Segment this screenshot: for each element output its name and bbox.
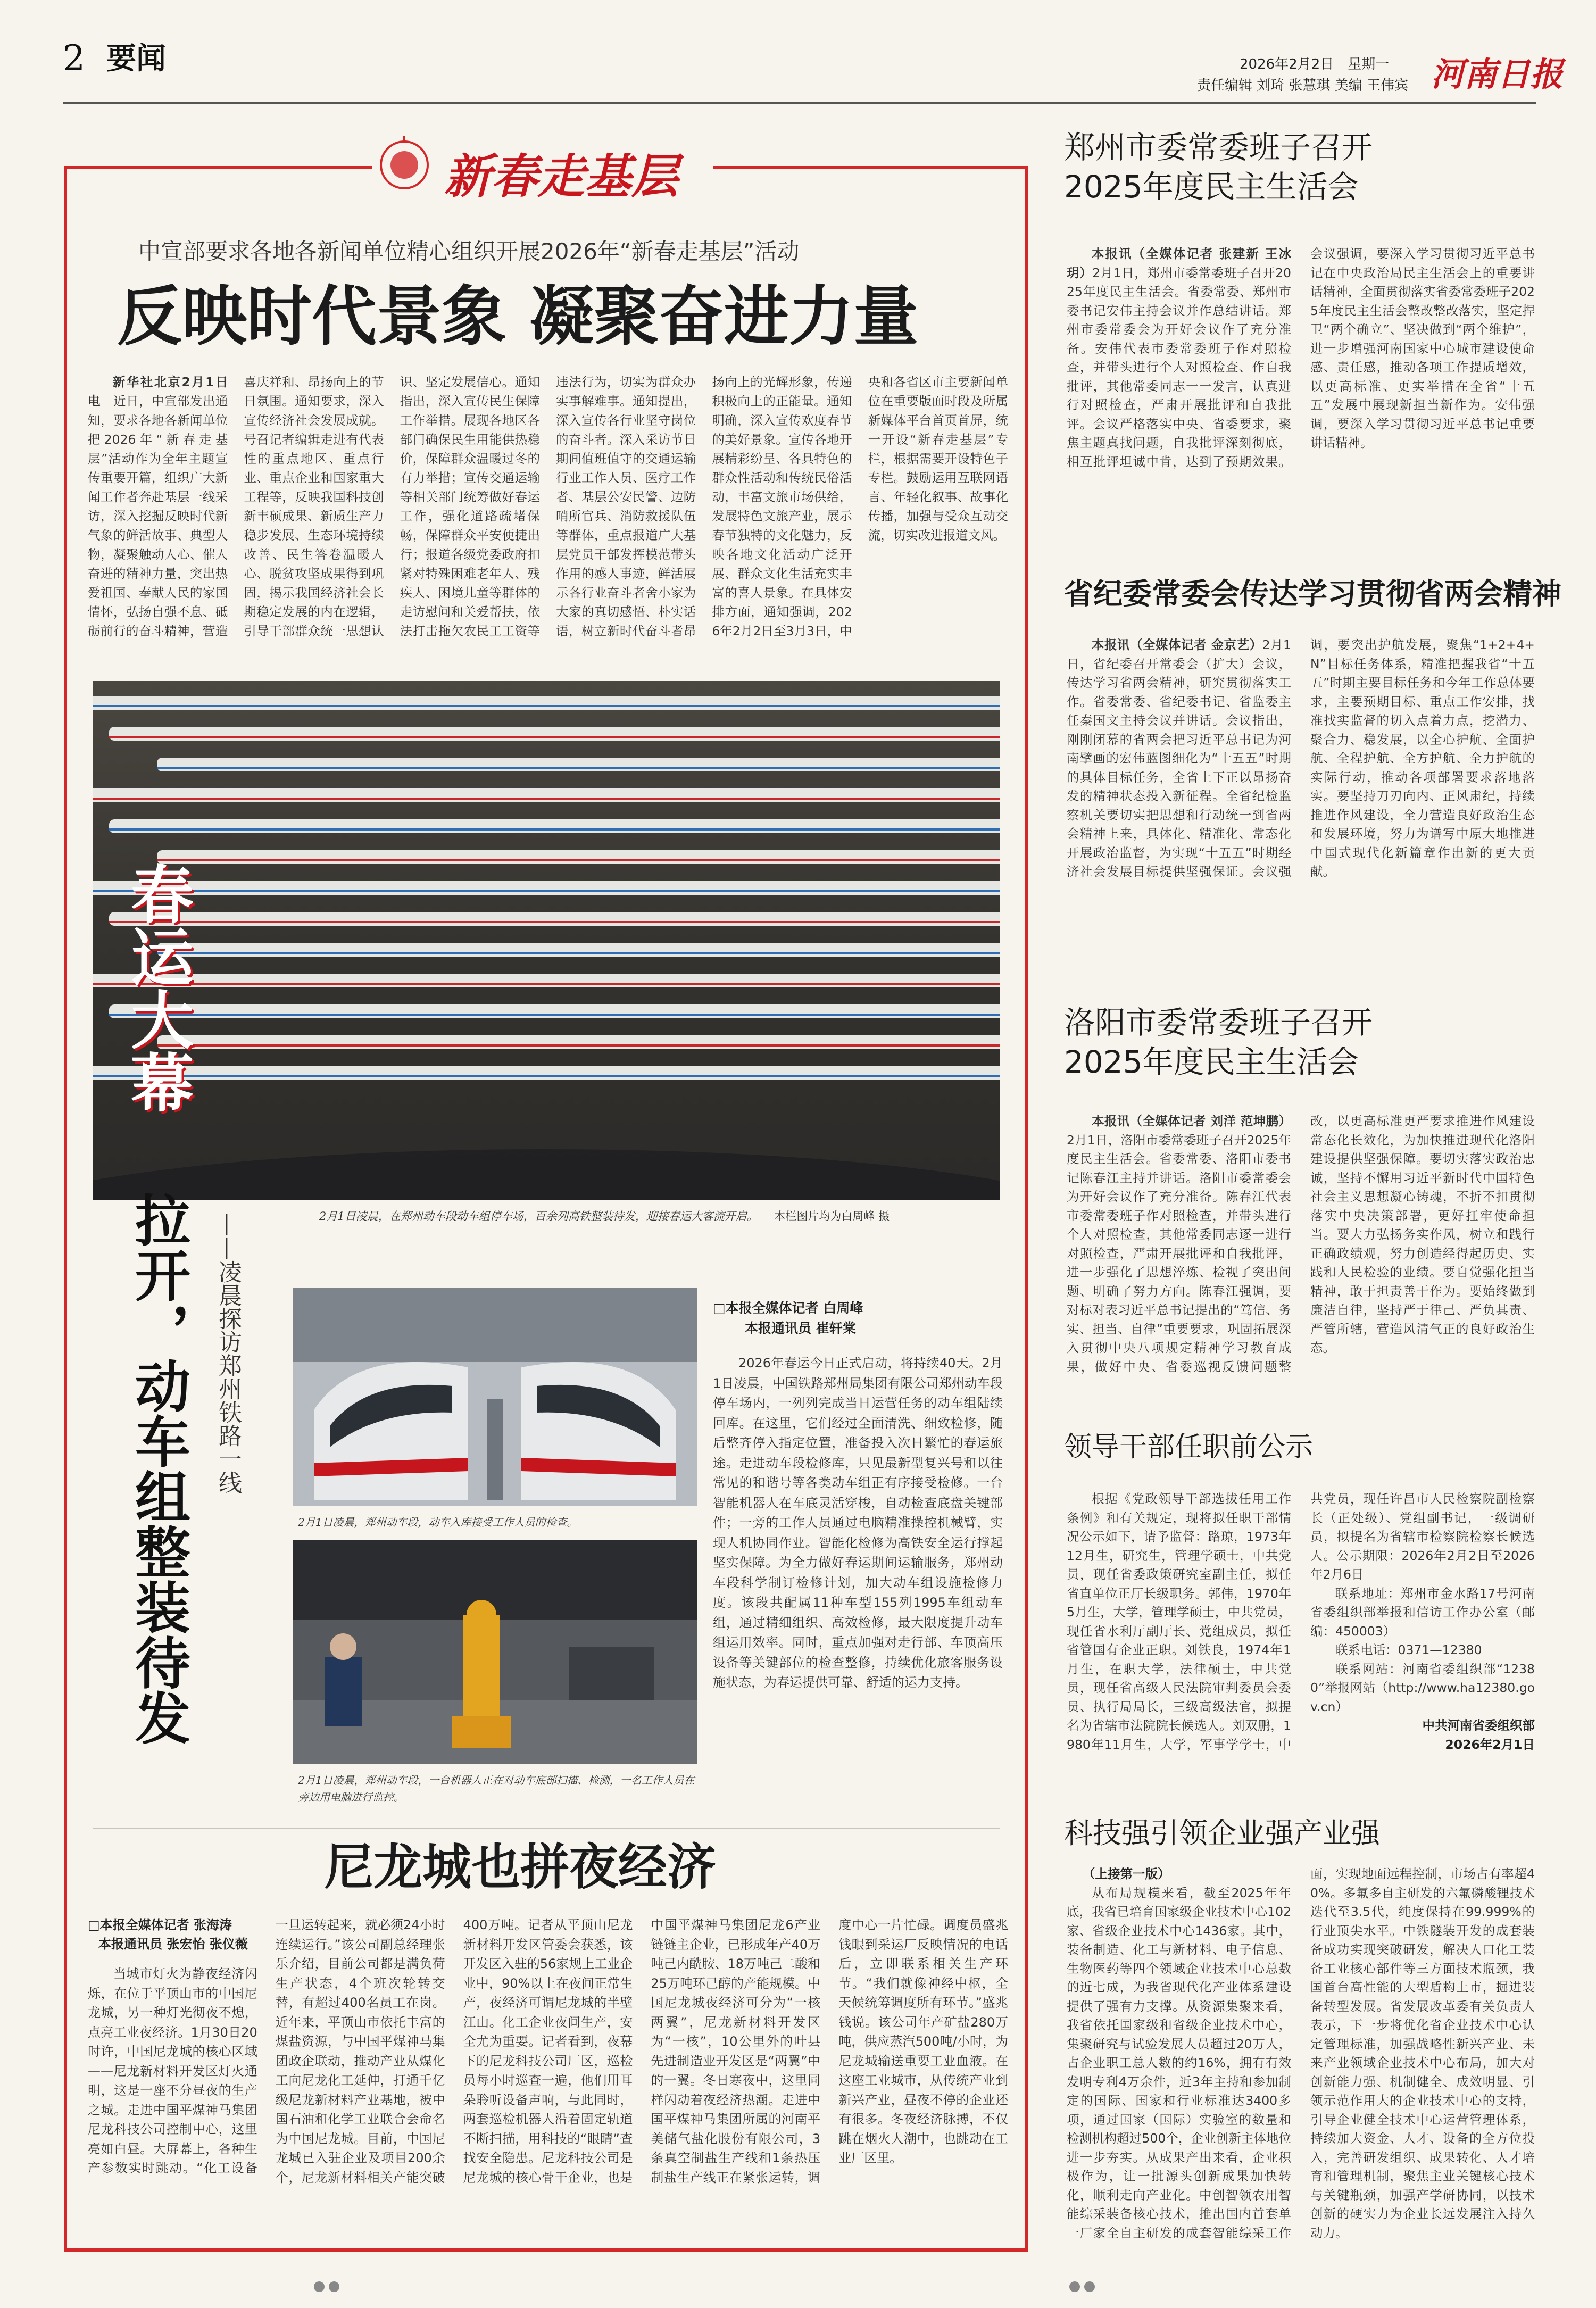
a2-lead: 本报讯（全媒体记者 金京艺）: [1092, 637, 1262, 652]
feature-banner: [372, 128, 713, 202]
train-row: [109, 727, 1000, 741]
a3-lead: 本报讯（全媒体记者 刘洋 范坤鹏）: [1092, 1114, 1291, 1128]
train-stripe: [109, 736, 1000, 738]
nilong-article: [88, 1915, 1008, 2235]
chunyun-body: 2026年春运今日正式启动，将持续40天。2月1日凌晨，中国铁路郑州局集团有限公司郑州动车段停车场内，一列列完成当日运营任务的动车组陆续回库。在这里，它们经过全面清洗、细致检修，随后整齐停入指定位置，准备投入次日繁忙的春运旅途。走进动车段检修库，只见最新型复兴号和以往常见的和谐号等各类动车组正有序接受检修。一台智能机器人在车底灵活穿梭，自动检查底盘关键部件；一旁的工作人员通过电脑精准操控机械臂，实现人机协同作业。智能化检修为高铁安全运行撑起坚实保障。为全力做好春运期间运输服务，郑州动车段科学制订检修计划，加大动车组设施检修力度。该段共配属11种车型155列1995车组动车组，通过精细组织、高效检修，最大限度提升动车组运用效率。同时，重点加强对走行部、车顶高压设备等关键部位的检查整修，持续优化旅客服务设施状态，为春运提供可靠、舒适的运力支持。: [713, 1356, 1003, 1690]
chunyun-title-2: 拉开，动车组整装待发: [126, 1192, 190, 1745]
feature-headline: 反映时代景象 凝聚奋进力量: [117, 279, 919, 354]
train-row: [93, 974, 1000, 987]
caption-2: 2月1日凌晨，郑州动车段，动车入库接受工作人员的检查。: [298, 1516, 578, 1529]
footer-dot-icon: [1069, 2281, 1080, 2292]
photo-robot-inspection: [293, 1540, 697, 1764]
train-row: [93, 788, 1000, 802]
a1-lead: 本报讯（全媒体记者 张建新 王冰玥）: [1067, 246, 1291, 280]
footer-dots-right: [1069, 2281, 1099, 2294]
page-number: 2: [63, 38, 85, 79]
a3-headline-line1: 洛阳市委常委班子召开: [1064, 1004, 1373, 1041]
nilong-body: 当城市灯火为静夜经济闪烁，在位于平顶山市的中国尼龙城，另一种灯光彻夜不熄，点亮工业夜经济。1月30日20时许，中国尼龙城的核心区域——尼龙新材料开发区灯火通明，这是一座不分昼夜的生产之城。走进中国平煤神马集团尼龙科技公司控制中心，这里亮如白昼。大屏幕上，各种生产参数实时跳动。“化工设备一旦运转起来，就必须24小时连续运行。”该公司副总经理张乐介绍，目前公司都是满负荷生产状态，4个班次轮转交替，有超过400名员工在岗。近年来，平顶山市依托丰富的煤盐资源，与中国平煤神马集团政企联动，推动产业从煤化工向尼龙化工延伸，打通千亿级尼龙新材料产业基地，被中国石油和化学工业联合会命名为中国尼龙城。目前，中国尼龙城已入驻企业及项目200余个，尼龙新材料相关产能突破400万吨。记者从平顶山尼龙新材料开发区管委会获悉，该开发区入驻的56家规上工业企业中，90%以上在夜间正常生产，夜经济可谓尼龙城的半壁江山。化工企业夜间生产，安全尤为重要。记者看到，夜幕下的尼龙科技公司厂区，巡检员每小时巡查一遍，他们用耳朵聆听设备声响，与此同时，两套巡检机器人沿着固定轨道不断扫描，用科技的“眼睛”查找安全隐患。尼龙科技公司是尼龙城的核心骨干企业，也是中国平煤神马集团尼龙6产业链链主企业，已形成年产40万吨己内酰胺、18万吨己二酸和25万吨环己醇的产能规模。中国尼龙城夜经济可分为“一核两翼”，尼龙新材料开发区为“一核”，10公里外的叶县先进制造业开发区是“两翼”中的一翼。冬日寒夜中，这里同样闪动着夜经济热潮。走进中国平煤神马集团所属的河南平美储气盐化股份有限公司，3条真空制盐生产线和1条热压制盐生产线正在紧张运转，调度中心一片忙碌。调度员盛兆钱眼到采运厂反映情况的电话后，立即联系相关生产环节。“我们就像神经中枢，全天候统筹调度所有环节。”盛兆钱说。该公司年产矿盐280万吨，供应蒸汽500吨/小时，为尼龙城输送重要工业血液。在这座工业城市，从传统产业到新兴产业，昼夜不停的企业还有很多。冬夜经济脉搏，不仅跳在烟火人潮中，也跳动在工业厂区里。: [88, 1917, 1008, 2185]
a4-sign-org: 中共河南省委组织部: [1422, 1718, 1535, 1733]
train-row: [157, 758, 1000, 771]
train-row: [93, 881, 1000, 895]
a4-body: [1067, 1490, 1535, 1788]
a3-body: [1067, 1112, 1535, 1389]
footer-dot-icon: [314, 2281, 325, 2292]
train-stripe: [157, 1044, 1000, 1047]
editors-line: 责任编辑 刘琦 张慧琪 美编 王伟宾: [1197, 78, 1409, 94]
a3-headline-line2: 2025年度民主生活会: [1064, 1044, 1359, 1080]
article-1: [1064, 128, 1532, 206]
a4-body-text: 根据《党政领导干部选拔任用工作条例》和有关规定，现将拟任职干部情况公示如下，请予监督：路琼，1973年12月生，研究生，管理学硕士，中共党员，现任省委政策研究室副主任，拟任省直单位正厅长级职务。郭伟，1970年5月生，大学，管理学硕士，中共党员，现任省水利厅副厅长、党组成员，拟任省管国有企业正职。刘铁良，1974年1月生，在职大学，法律硕士，中共党员，现任省高级人民法院审判委员会委员、执行局局长，三级高级法官，拟提名为省辖市法院院长候选人。刘双鹏，1980年11月生，大学，军事学学士，中共党员，现任许昌市人民检察院副检察长（正处级）、党组副书记，一级调研员，拟提名为省辖市检察院检察长候选人。公示期限：2026年2月2日至2026年2月6日: [1067, 1491, 1535, 1752]
a1-body-text: 2月1日，郑州市委常委班子召开2025年度民主生活会。省委常委、郑州市委书记安伟主持会议并作总结讲话。郑州市委常委会为开好会议作了充分准备。安伟代表市委常委班子作对照检查，并带头进行个人对照检查、作自我批评，其他常委同志一一发言，认真进行对照检查，严肃开展批评和自我批评。会议严格落实中央、省委要求，聚焦主题真找问题，自我批评深刻彻底，相互批评坦诚中肯，达到了预期效果。会议强调，要深入学习贯彻习近平总书记在中央政治局民主生活会上的重要讲话精神，全面贯彻落实省委常委班子2025年度民主生活会整改整改落实，坚定捍卫“两个确立”、坚决做到“两个维护”，进一步增强河南国家中心城市建设使命感、责任感，推动各项工作提质增效，以更高标准、更实举措在全省“十五五”发展中展现新担当新作为。安伟强调，要深入学习贯彻习近平总书记重要讲话精神。: [1067, 246, 1535, 469]
a5-body: [1067, 1865, 1535, 2259]
train-row: [93, 1066, 1000, 1080]
main-photo-caption: [319, 1208, 890, 1224]
photo-train-inspection: [293, 1288, 697, 1506]
train-stripe: [157, 952, 1000, 954]
caption-3-text: 2月1日凌晨，郑州动车段，一台机器人正在对动车底部扫描、检测，一名工作人员在旁边用电脑进行监控。: [298, 1774, 695, 1804]
robot-undercarriage-image: [293, 1540, 697, 1764]
main-caption-text: 2月1日凌晨，在郑州动车段动车组停车场，百余列高铁整装待发，迎接春运大客流开启。: [319, 1210, 758, 1223]
train-stripe: [93, 798, 1000, 800]
train-row: [109, 1004, 1000, 1018]
nilong-rule: [93, 1828, 1000, 1829]
train-row: [109, 912, 1000, 926]
banner-title: 新春走基层: [444, 148, 679, 204]
feature-body: [88, 372, 1008, 662]
feature-body-text: 近日，中宣部发出通知，要求各地各新闻单位把2026年“新春走基层”活动作为全年主题宣传重要开篇，组织广大新闻工作者奔赴基层一线采访，深入挖掘反映时代新气象的鲜活故事、典型人物，凝聚触动人心、催人奋进的精神力量，突出热爱祖国、奉献人民的家国情怀，弘扬自强不息、砥砺前行的奋斗精神，营造喜庆祥和、昂扬向上的节日氛围。通知要求，深入宣传经济社会发展成就。号召记者编辑走进有代表性的重点地区、重点行业、重点企业和国家重大工程等，反映我国科技创新丰硕成果、新质生产力稳步发展、生态环境持续改善、民生答卷温暖人心、脱贫攻坚成果得到巩固，揭示我国经济社会长期稳定发展的内在逻辑，引导干部群众统一思想认识、坚定发展信心。通知指出，深入宣传民生保障工作举措。展现各地区各部门确保民生用能供热稳价，保障群众温暖过冬的有力举措；宣传交通运输等相关部门统筹做好春运工作，强化道路疏堵保畅，保障群众平安便捷出行；报道各级党委政府扣紧对特殊困难老年人、残疾人、困境儿童等群体的走访慰问和关爱帮扶，依法打击拖欠农民工工资等违法行为，切实为群众办实事解难事。通知提出，深入宣传各行业坚守岗位的奋斗者。深入采访节日期间值班值守的交通运输行业工作人员、医疗工作者、基层公安民警、边防哨所官兵、消防救援队伍等群体，重点报道广大基层党员干部发挥模范带头作用的感人事迹，鲜活展示各行业奋斗者舍小家为大家的真切感悟、朴实话语，树立新时代奋斗者昂扬向上的光辉形象，传递积极向上的正能量。通知明确，深入宣传欢度春节的美好景象。宣传各地开展精彩纷呈、各具特色的群众性活动和传统民俗活动，丰富文旅市场供给，发展特色文旅产业，展示春节独特的文化魅力，反映各地文化活动广泛开展、群众文化生活充实丰富的喜人景象。在具体安排方面，通知强调，2026年2月2日至3月3日，中央和各省区市主要新闻单位在重要版面时段及所属新媒体平台首页首屏，统一开设“新春走基层”专栏，根据需要开设特色子专栏。鼓励运用互联网语言、年轻化叙事、故事化传播，加强与受众互动交流，切实改进报道文风。: [88, 375, 1008, 638]
a1-headline-line2: 2025年度民主生活会: [1064, 169, 1359, 205]
nilong-headline: 尼龙城也拼夜经济: [325, 1839, 717, 1896]
chunyun-article: [713, 1298, 1003, 1798]
a4-web: 联系网站：河南省委组织部“12380”举报网站（http://www.ha12380.gov.cn）: [1310, 1661, 1535, 1714]
masthead-rule: [63, 102, 1536, 104]
a4-headline: 领导干部任职前公示: [1064, 1431, 1314, 1463]
caption-3: [298, 1772, 697, 1806]
chunyun-correspondent: 本报通讯员 崔轩棠: [745, 1321, 856, 1336]
a5-body-text: 从布局规模来看，截至2025年年底，我省已培育国家级企业技术中心102家、省级企业技术中心1436家。其中，装备制造、化工与新材料、电子信息、生物医药等四个领域企业技术中心总数的近七成，为我省现代化产业体系建设提供了强有力支撑。从资源集聚来看，我省依托国家级和省级企业技术中心，集聚研究与试验发展人员超过20万人，占企业职工总人数的约16%，拥有有效发明专利4万余件，近3年主持和参加制定的国际、国家和行业标准达3400多项，通过国家（国际）实验室的数量和检测机构超过500个，企业创新主体地位进一步夯实。从成果产出来看，企业积极作为，让一批源头创新成果加快转化，顺利走向产业化。中创智领农用智能综采装备核心技术，推出国内首套单一厂家全自主研发的成套智能综采工作面，实现地面远程控制，市场占有率超40%。多氟多自主研发的六氟磷酸锂技术迭代至3.5代，纯度保持在99.999%的行业顶尖水平。中铁隧装开发的成套装备成功实现突破研发，解决人口化工装备工业核心部件等三方面技术瓶颈，我国首台高性能的大型盾构上市，掘进装备转型发展。省发展改革委有关负责人表示，下一步将优化省企业技术中心认定管理标准，加强战略性新兴产业、未来产业领域企业技术中心布局，加大对创新能力强、机制健全、成效明显、引领示范作用大的企业技术中心的支持，引导企业健全技术中心运营管理体系，持续加大资金、人才、设备的全方位投入，完善研发组织、成果转化、人才培育和管理机制，聚焦主业关键核心技术与关键瓶颈，加强产学研协同，以技术创新的硬实力为企业长远发展注入持久动力。: [1067, 1866, 1535, 2240]
date-line: 2026年2月2日 星期一: [1240, 56, 1390, 72]
a4-sign-date: 2026年2月1日: [1445, 1737, 1535, 1752]
train-row: [157, 1035, 1000, 1049]
lantern-decoration-icon: [372, 136, 436, 194]
nilong-correspondent: 本报通讯员 张宏怡 张仪薇: [98, 1937, 248, 1952]
chunyun-reporter: □本报全媒体记者 白周峰: [713, 1300, 863, 1316]
a4-address: 联系地址：郑州市金水路17号河南省委组织部举报和信访工作办公室（邮编：450003）: [1310, 1585, 1535, 1639]
train-stripe: [93, 983, 1000, 985]
chunyun-vertical-title: 春运大幕: [120, 862, 194, 1113]
footer-dot-icon: [1084, 2281, 1095, 2292]
a1-body: [1067, 245, 1535, 527]
chunyun-subtitle: ——凌晨探访郑州铁路一线: [214, 1213, 242, 1494]
a2-body: [1067, 636, 1535, 966]
a2-headline: 省纪委常委会传达学习贯彻省两会精神: [1064, 577, 1562, 611]
a5-headline: 科技强引领企业强产业强: [1064, 1816, 1380, 1850]
paper-logo: 河南日报: [1431, 55, 1564, 94]
article-3: [1064, 1003, 1532, 1082]
photo-credit: 本栏图片均为白周峰 摄: [774, 1210, 890, 1223]
train-stripe: [93, 705, 1000, 707]
train-row: [157, 943, 1000, 957]
a4-phone: 联系电话：0371—12380: [1335, 1642, 1482, 1657]
train-stripe: [109, 921, 1000, 923]
train-stripe: [93, 890, 1000, 892]
train-stripe: [109, 1014, 1000, 1016]
nilong-reporter: □本报全媒体记者 张海涛: [88, 1917, 232, 1932]
train-row: [157, 850, 1000, 864]
footer-dot-icon: [329, 2281, 339, 2292]
a5-note: （上接第一版）: [1083, 1866, 1170, 1881]
a3-body-text: 2月1日，洛阳市委常委班子召开2025年度民主生活会。省委常委、洛阳市委书记陈春江主持并讲话。洛阳市委常委会为开好会议作了充分准备。陈春江代表市委常委班子作对照检查，并带头进行个人对照检查，其他常委同志逐一进行对照检查，严肃开展批评和自我批评，进一步强化了思想淬炼、检视了突出问题、明确了努力方向。陈春江强调，要对标对表习近平总书记提出的“笃信、务实、担当、自律”重要要求，巩固拓展深入贯彻中央八项规定精神学习教育成果，做好中央、省委巡视反馈问题整改，以更高标准更严要求推进作风建设常态化长效化，为加快推进现代化洛阳建设提供坚强保障。要切实落实政治忠诚，坚持不懈用习近平新时代中国特色社会主义思想凝心铸魂，不折不扣贯彻落实中央决策部署，更好扛牢使命担当。要大力弘扬务实作风，树立和践行正确政绩观，努力创造经得起历史、实践和人民检验的业绩。要自觉强化担当精神，敢于担责善于作为。要始终做到廉洁自律，坚持严于律己、严负其责、严管所辖，营造风清气正的良好政治生态。: [1067, 1114, 1535, 1374]
footer-dots-left: [314, 2281, 344, 2294]
train-stripe: [157, 859, 1000, 861]
emu-front-image: [293, 1288, 697, 1506]
train-stripe: [93, 1075, 1000, 1077]
train-row: [93, 696, 1000, 710]
train-stripe: [157, 767, 1000, 769]
feature-byline: 新华社北京2月1日电: [88, 375, 228, 409]
main-photo-trains: [93, 681, 1000, 1200]
a2-body-text: 2月1日，省纪委召开常委会（扩大）会议，传达学习省两会精神，研究贯彻落实工作。省委常委、省纪委书记、省监委主任秦国文主持会议并讲话。会议指出，刚刚闭幕的省两会把习近平总书记为河南擘画的宏伟蓝图细化为“十五五”时期的具体目标任务，全省上下正以昂扬奋发的精神状态投入新征程。全省纪检监察机关要切实把思想和行动统一到省两会精神上来，具体化、精准化、常态化开展政治监督，为实现“十五五”时期经济社会发展目标提供坚强保证。会议强调，要突出护航发展，聚焦“1+2+4+N”目标任务体系，精准把握我省“十五五”时期主要目标任务和今年工作总体要求，主要预期目标、重点工作安排，找准找实监督的切入点着力点，挖潜力、聚合力、稳发展，以全心护航、全面护航、全程护航、全方护航、全力护航的实际行动，推动各项部署要求落地落实。要坚持刀刃向内、正风肃纪，持续推进作风建设，全力营造良好政治生态和发展环境，努力为谱写中原大地推进中国式现代化新篇章作出新的更大贡献。: [1067, 637, 1535, 879]
train-stripe: [109, 828, 1000, 831]
section-name: 要闻: [106, 41, 166, 76]
train-yard-image: [93, 681, 1000, 1200]
a1-headline-line1: 郑州市委常委班子召开: [1064, 129, 1373, 165]
feature-kicker: 中宣部要求各地各新闻单位精心组织开展2026年“新春走基层”活动: [138, 238, 800, 264]
train-row: [109, 819, 1000, 833]
